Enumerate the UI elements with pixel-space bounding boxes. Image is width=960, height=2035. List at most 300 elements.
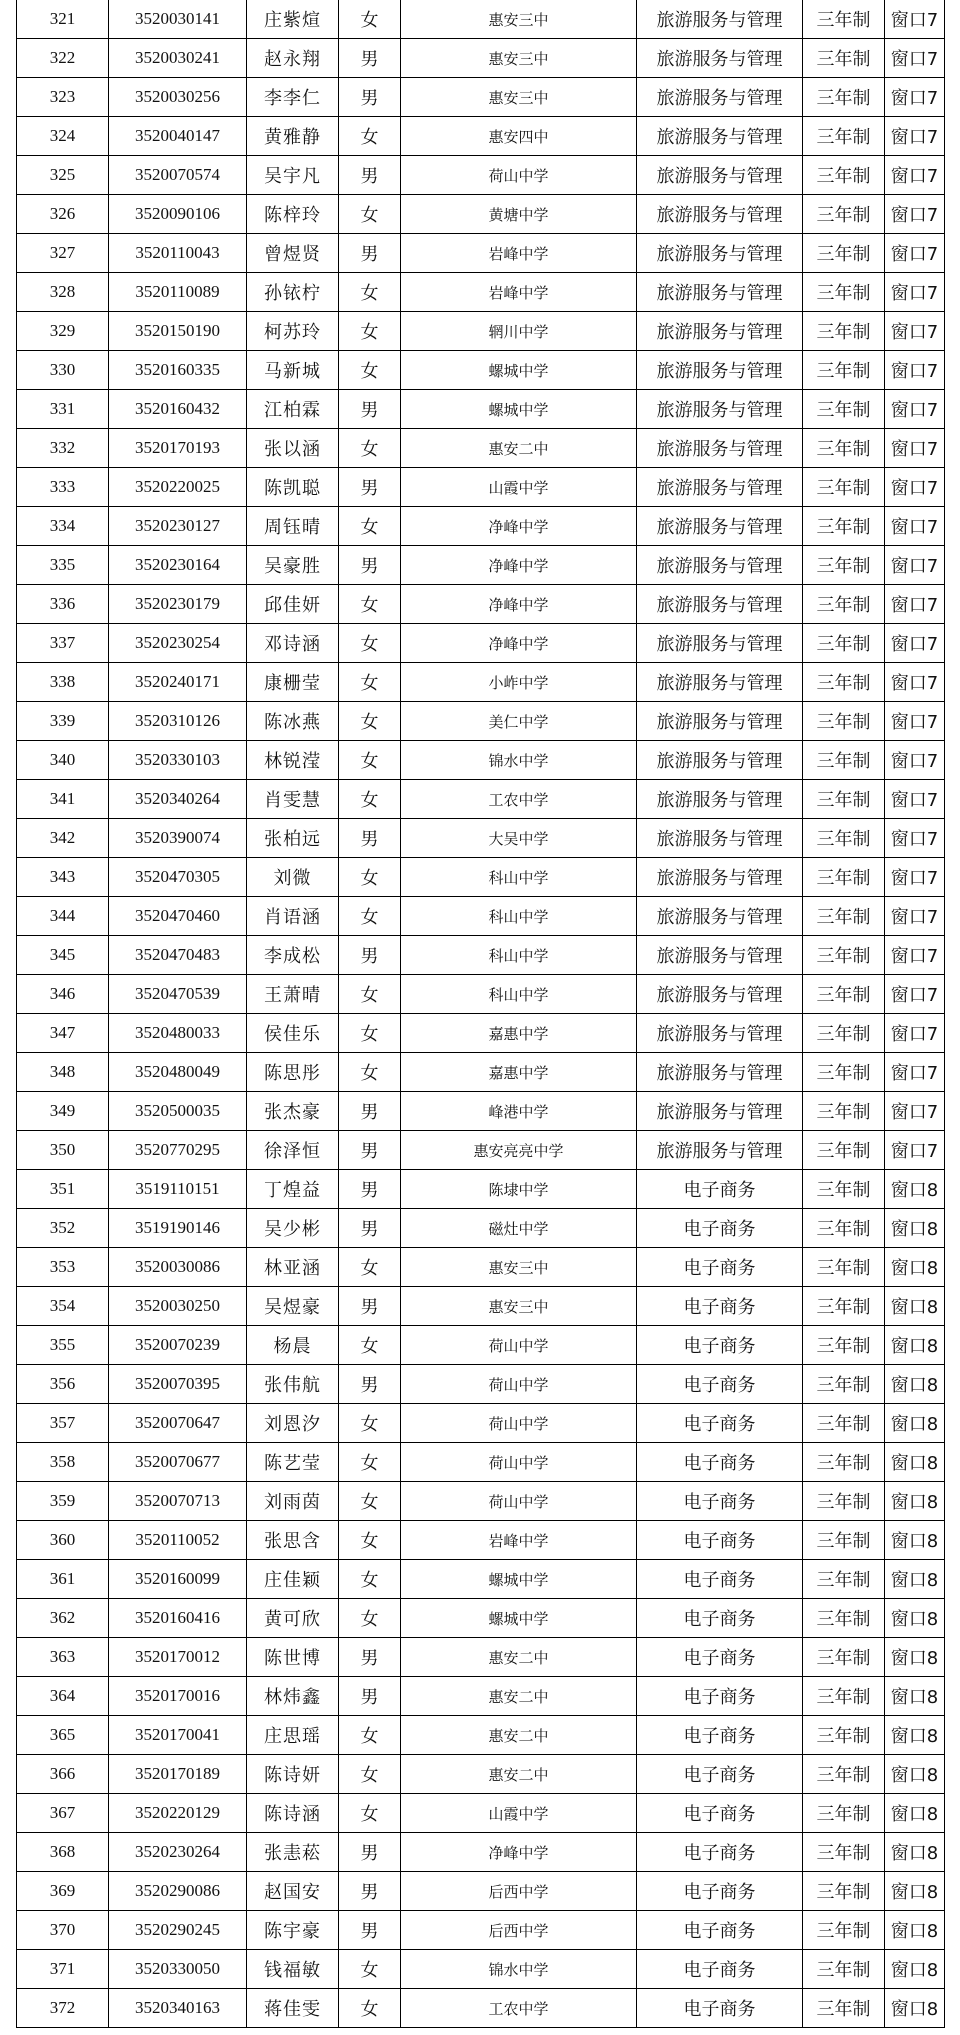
major-cell: 电子商务 — [637, 1677, 803, 1716]
program-length-cell: 三年制 — [803, 1014, 885, 1053]
major-cell: 电子商务 — [637, 1209, 803, 1248]
student-name-cell: 丁煌益 — [247, 1170, 339, 1209]
row-number-cell: 365 — [17, 1716, 109, 1755]
major-cell: 旅游服务与管理 — [637, 312, 803, 351]
school-cell: 螺城中学 — [401, 390, 637, 429]
row-number-cell: 325 — [17, 156, 109, 195]
program-length-cell: 三年制 — [803, 975, 885, 1014]
school-cell: 惠安三中 — [401, 1287, 637, 1326]
table-row — [17, 1638, 945, 1677]
table-row — [17, 195, 945, 234]
gender-cell: 女 — [339, 975, 401, 1014]
program-length-cell: 三年制 — [803, 1131, 885, 1170]
school-cell: 嘉惠中学 — [401, 1053, 637, 1092]
major-cell: 电子商务 — [637, 1443, 803, 1482]
program-length-cell: 三年制 — [803, 780, 885, 819]
program-length-cell: 三年制 — [803, 78, 885, 117]
major-cell: 电子商务 — [637, 1794, 803, 1833]
table-row — [17, 1326, 945, 1365]
student-name-cell: 陈艺莹 — [247, 1443, 339, 1482]
major-cell: 旅游服务与管理 — [637, 39, 803, 78]
window-cell: 窗口8 — [885, 1950, 945, 1989]
row-number-cell: 332 — [17, 429, 109, 468]
student-name-cell: 周钰晴 — [247, 507, 339, 546]
row-number-cell: 354 — [17, 1287, 109, 1326]
exam-id-cell: 3520070395 — [109, 1365, 247, 1404]
row-number-cell: 350 — [17, 1131, 109, 1170]
row-number-cell: 352 — [17, 1209, 109, 1248]
row-number-cell: 359 — [17, 1482, 109, 1521]
major-cell: 旅游服务与管理 — [637, 351, 803, 390]
program-length-cell: 三年制 — [803, 897, 885, 936]
gender-cell: 男 — [339, 819, 401, 858]
student-name-cell: 蒋佳雯 — [247, 1989, 339, 2028]
row-number-cell: 334 — [17, 507, 109, 546]
table-row — [17, 1794, 945, 1833]
school-cell: 惠安三中 — [401, 78, 637, 117]
table-row — [17, 663, 945, 702]
row-number-cell: 321 — [17, 0, 109, 39]
major-cell: 旅游服务与管理 — [637, 1053, 803, 1092]
table-row — [17, 585, 945, 624]
exam-id-cell: 3520070239 — [109, 1326, 247, 1365]
major-cell: 电子商务 — [637, 1521, 803, 1560]
table-row — [17, 1248, 945, 1287]
program-length-cell: 三年制 — [803, 312, 885, 351]
table-row — [17, 1521, 945, 1560]
major-cell: 旅游服务与管理 — [637, 156, 803, 195]
school-cell: 工农中学 — [401, 780, 637, 819]
row-number-cell: 355 — [17, 1326, 109, 1365]
school-cell: 螺城中学 — [401, 1560, 637, 1599]
exam-id-cell: 3520330103 — [109, 741, 247, 780]
school-cell: 惠安三中 — [401, 0, 637, 39]
program-length-cell: 三年制 — [803, 546, 885, 585]
table-row — [17, 1365, 945, 1404]
school-cell: 荷山中学 — [401, 1326, 637, 1365]
exam-id-cell: 3520070574 — [109, 156, 247, 195]
exam-id-cell: 3520160335 — [109, 351, 247, 390]
window-cell: 窗口8 — [885, 1911, 945, 1950]
exam-id-cell: 3520470483 — [109, 936, 247, 975]
exam-id-cell: 3520160099 — [109, 1560, 247, 1599]
gender-cell: 女 — [339, 585, 401, 624]
exam-id-cell: 3520230179 — [109, 585, 247, 624]
exam-id-cell: 3520110043 — [109, 234, 247, 273]
exam-id-cell: 3520110052 — [109, 1521, 247, 1560]
student-name-cell: 陈诗涵 — [247, 1794, 339, 1833]
student-name-cell: 陈凯聪 — [247, 468, 339, 507]
student-name-cell: 江柏霖 — [247, 390, 339, 429]
window-cell: 窗口7 — [885, 39, 945, 78]
table-row — [17, 1599, 945, 1638]
row-number-cell: 358 — [17, 1443, 109, 1482]
gender-cell: 女 — [339, 1404, 401, 1443]
school-cell: 峰港中学 — [401, 1092, 637, 1131]
window-cell: 窗口8 — [885, 1677, 945, 1716]
table-row — [17, 1716, 945, 1755]
row-number-cell: 348 — [17, 1053, 109, 1092]
roster-body — [17, 0, 945, 2028]
row-number-cell: 327 — [17, 234, 109, 273]
window-cell: 窗口7 — [885, 507, 945, 546]
table-row — [17, 117, 945, 156]
gender-cell: 男 — [339, 936, 401, 975]
program-length-cell: 三年制 — [803, 468, 885, 507]
gender-cell: 女 — [339, 1053, 401, 1092]
window-cell: 窗口7 — [885, 546, 945, 585]
exam-id-cell: 3520240171 — [109, 663, 247, 702]
program-length-cell: 三年制 — [803, 1209, 885, 1248]
program-length-cell: 三年制 — [803, 624, 885, 663]
row-number-cell: 323 — [17, 78, 109, 117]
window-cell: 窗口7 — [885, 0, 945, 39]
exam-id-cell: 3520310126 — [109, 702, 247, 741]
exam-id-cell: 3520030241 — [109, 39, 247, 78]
row-number-cell: 351 — [17, 1170, 109, 1209]
gender-cell: 女 — [339, 1560, 401, 1599]
window-cell: 窗口8 — [885, 1170, 945, 1209]
program-length-cell: 三年制 — [803, 1833, 885, 1872]
major-cell: 电子商务 — [637, 1989, 803, 2028]
table-row — [17, 1911, 945, 1950]
exam-id-cell: 3520040147 — [109, 117, 247, 156]
window-cell: 窗口7 — [885, 585, 945, 624]
gender-cell: 男 — [339, 390, 401, 429]
table-row — [17, 1677, 945, 1716]
exam-id-cell: 3520070713 — [109, 1482, 247, 1521]
student-name-cell: 张以涵 — [247, 429, 339, 468]
gender-cell: 男 — [339, 1833, 401, 1872]
school-cell: 岩峰中学 — [401, 273, 637, 312]
school-cell: 嘉惠中学 — [401, 1014, 637, 1053]
row-number-cell: 363 — [17, 1638, 109, 1677]
program-length-cell: 三年制 — [803, 1326, 885, 1365]
window-cell: 窗口7 — [885, 858, 945, 897]
row-number-cell: 366 — [17, 1755, 109, 1794]
window-cell: 窗口7 — [885, 78, 945, 117]
major-cell: 电子商务 — [637, 1599, 803, 1638]
program-length-cell: 三年制 — [803, 1560, 885, 1599]
exam-id-cell: 3520330050 — [109, 1950, 247, 1989]
school-cell: 后西中学 — [401, 1872, 637, 1911]
table-row — [17, 1833, 945, 1872]
program-length-cell: 三年制 — [803, 390, 885, 429]
gender-cell: 男 — [339, 1638, 401, 1677]
window-cell: 窗口8 — [885, 1833, 945, 1872]
window-cell: 窗口7 — [885, 468, 945, 507]
gender-cell: 女 — [339, 1482, 401, 1521]
window-cell: 窗口8 — [885, 1209, 945, 1248]
window-cell: 窗口8 — [885, 1872, 945, 1911]
gender-cell: 男 — [339, 78, 401, 117]
gender-cell: 女 — [339, 117, 401, 156]
exam-id-cell: 3520150190 — [109, 312, 247, 351]
school-cell: 山霞中学 — [401, 468, 637, 507]
school-cell: 岩峰中学 — [401, 1521, 637, 1560]
program-length-cell: 三年制 — [803, 663, 885, 702]
student-name-cell: 刘恩汐 — [247, 1404, 339, 1443]
exam-id-cell: 3519190146 — [109, 1209, 247, 1248]
window-cell: 窗口8 — [885, 1443, 945, 1482]
exam-id-cell: 3520340163 — [109, 1989, 247, 2028]
window-cell: 窗口8 — [885, 1716, 945, 1755]
row-number-cell: 335 — [17, 546, 109, 585]
row-number-cell: 344 — [17, 897, 109, 936]
student-name-cell: 吴煜豪 — [247, 1287, 339, 1326]
window-cell: 窗口7 — [885, 780, 945, 819]
school-cell: 工农中学 — [401, 1989, 637, 2028]
school-cell: 荷山中学 — [401, 156, 637, 195]
gender-cell: 女 — [339, 1248, 401, 1287]
window-cell: 窗口8 — [885, 1599, 945, 1638]
school-cell: 净峰中学 — [401, 546, 637, 585]
table-row — [17, 1560, 945, 1599]
student-name-cell: 林炜鑫 — [247, 1677, 339, 1716]
window-cell: 窗口7 — [885, 936, 945, 975]
gender-cell: 女 — [339, 1443, 401, 1482]
table-row — [17, 624, 945, 663]
row-number-cell: 353 — [17, 1248, 109, 1287]
window-cell: 窗口7 — [885, 1053, 945, 1092]
row-number-cell: 362 — [17, 1599, 109, 1638]
program-length-cell: 三年制 — [803, 507, 885, 546]
student-name-cell: 刘微 — [247, 858, 339, 897]
student-name-cell: 陈思彤 — [247, 1053, 339, 1092]
major-cell: 旅游服务与管理 — [637, 663, 803, 702]
major-cell: 旅游服务与管理 — [637, 936, 803, 975]
row-number-cell: 356 — [17, 1365, 109, 1404]
exam-id-cell: 3520480033 — [109, 1014, 247, 1053]
school-cell: 荷山中学 — [401, 1365, 637, 1404]
gender-cell: 女 — [339, 273, 401, 312]
table-row — [17, 1131, 945, 1170]
major-cell: 旅游服务与管理 — [637, 468, 803, 507]
table-row — [17, 1014, 945, 1053]
student-name-cell: 孙铱柠 — [247, 273, 339, 312]
school-cell: 小岞中学 — [401, 663, 637, 702]
program-length-cell: 三年制 — [803, 1677, 885, 1716]
exam-id-cell: 3520070677 — [109, 1443, 247, 1482]
student-name-cell: 陈梓玲 — [247, 195, 339, 234]
major-cell: 旅游服务与管理 — [637, 1092, 803, 1131]
school-cell: 净峰中学 — [401, 1833, 637, 1872]
window-cell: 窗口7 — [885, 663, 945, 702]
table-row — [17, 468, 945, 507]
gender-cell: 男 — [339, 468, 401, 507]
major-cell: 旅游服务与管理 — [637, 1014, 803, 1053]
table-row — [17, 1053, 945, 1092]
row-number-cell: 372 — [17, 1989, 109, 2028]
gender-cell: 女 — [339, 663, 401, 702]
table-row — [17, 780, 945, 819]
major-cell: 旅游服务与管理 — [637, 429, 803, 468]
major-cell: 电子商务 — [637, 1287, 803, 1326]
gender-cell: 男 — [339, 546, 401, 585]
student-name-cell: 林锐滢 — [247, 741, 339, 780]
major-cell: 旅游服务与管理 — [637, 702, 803, 741]
window-cell: 窗口7 — [885, 117, 945, 156]
row-number-cell: 337 — [17, 624, 109, 663]
row-number-cell: 346 — [17, 975, 109, 1014]
window-cell: 窗口7 — [885, 273, 945, 312]
program-length-cell: 三年制 — [803, 1794, 885, 1833]
student-name-cell: 王萧晴 — [247, 975, 339, 1014]
gender-cell: 男 — [339, 1677, 401, 1716]
table-row — [17, 819, 945, 858]
row-number-cell: 367 — [17, 1794, 109, 1833]
school-cell: 惠安二中 — [401, 1638, 637, 1677]
school-cell: 锦水中学 — [401, 741, 637, 780]
student-name-cell: 黄雅静 — [247, 117, 339, 156]
window-cell: 窗口7 — [885, 234, 945, 273]
row-number-cell: 370 — [17, 1911, 109, 1950]
table-row — [17, 1209, 945, 1248]
major-cell: 旅游服务与管理 — [637, 897, 803, 936]
table-row — [17, 897, 945, 936]
gender-cell: 男 — [339, 1170, 401, 1209]
gender-cell: 男 — [339, 156, 401, 195]
program-length-cell: 三年制 — [803, 1482, 885, 1521]
student-name-cell: 吴宇凡 — [247, 156, 339, 195]
window-cell: 窗口7 — [885, 624, 945, 663]
exam-id-cell: 3520230127 — [109, 507, 247, 546]
student-name-cell: 肖雯慧 — [247, 780, 339, 819]
exam-id-cell: 3520290245 — [109, 1911, 247, 1950]
table-row — [17, 1872, 945, 1911]
window-cell: 窗口7 — [885, 429, 945, 468]
student-name-cell: 陈世博 — [247, 1638, 339, 1677]
major-cell: 旅游服务与管理 — [637, 585, 803, 624]
gender-cell: 女 — [339, 195, 401, 234]
school-cell: 净峰中学 — [401, 624, 637, 663]
major-cell: 旅游服务与管理 — [637, 741, 803, 780]
major-cell: 旅游服务与管理 — [637, 0, 803, 39]
gender-cell: 女 — [339, 0, 401, 39]
school-cell: 科山中学 — [401, 936, 637, 975]
window-cell: 窗口7 — [885, 897, 945, 936]
school-cell: 荷山中学 — [401, 1443, 637, 1482]
student-name-cell: 吴豪胜 — [247, 546, 339, 585]
exam-id-cell: 3520160432 — [109, 390, 247, 429]
table-row — [17, 1950, 945, 1989]
table-row — [17, 507, 945, 546]
exam-id-cell: 3520170193 — [109, 429, 247, 468]
school-cell: 荷山中学 — [401, 1482, 637, 1521]
student-name-cell: 张恚菘 — [247, 1833, 339, 1872]
window-cell: 窗口7 — [885, 702, 945, 741]
student-name-cell: 邱佳妍 — [247, 585, 339, 624]
school-cell: 惠安二中 — [401, 1716, 637, 1755]
student-name-cell: 柯苏玲 — [247, 312, 339, 351]
student-name-cell: 赵永翔 — [247, 39, 339, 78]
major-cell: 旅游服务与管理 — [637, 507, 803, 546]
major-cell: 电子商务 — [637, 1833, 803, 1872]
student-name-cell: 吴少彬 — [247, 1209, 339, 1248]
row-number-cell: 336 — [17, 585, 109, 624]
school-cell: 惠安二中 — [401, 1755, 637, 1794]
student-name-cell: 李成松 — [247, 936, 339, 975]
table-row — [17, 312, 945, 351]
major-cell: 旅游服务与管理 — [637, 117, 803, 156]
row-number-cell: 345 — [17, 936, 109, 975]
program-length-cell: 三年制 — [803, 702, 885, 741]
exam-id-cell: 3520030256 — [109, 78, 247, 117]
row-number-cell: 329 — [17, 312, 109, 351]
gender-cell: 女 — [339, 1794, 401, 1833]
major-cell: 电子商务 — [637, 1638, 803, 1677]
student-name-cell: 徐泽恒 — [247, 1131, 339, 1170]
program-length-cell: 三年制 — [803, 1248, 885, 1287]
student-name-cell: 杨晨 — [247, 1326, 339, 1365]
program-length-cell: 三年制 — [803, 273, 885, 312]
row-number-cell: 368 — [17, 1833, 109, 1872]
row-number-cell: 326 — [17, 195, 109, 234]
program-length-cell: 三年制 — [803, 936, 885, 975]
program-length-cell: 三年制 — [803, 195, 885, 234]
gender-cell: 女 — [339, 312, 401, 351]
window-cell: 窗口7 — [885, 195, 945, 234]
major-cell: 旅游服务与管理 — [637, 624, 803, 663]
table-row — [17, 858, 945, 897]
major-cell: 电子商务 — [637, 1872, 803, 1911]
student-name-cell: 庄紫煊 — [247, 0, 339, 39]
window-cell: 窗口7 — [885, 1131, 945, 1170]
window-cell: 窗口8 — [885, 1638, 945, 1677]
table-row — [17, 702, 945, 741]
school-cell: 后西中学 — [401, 1911, 637, 1950]
row-number-cell: 324 — [17, 117, 109, 156]
exam-id-cell: 3520170016 — [109, 1677, 247, 1716]
student-name-cell: 邓诗涵 — [247, 624, 339, 663]
row-number-cell: 338 — [17, 663, 109, 702]
table-row — [17, 273, 945, 312]
window-cell: 窗口7 — [885, 312, 945, 351]
gender-cell: 男 — [339, 1287, 401, 1326]
program-length-cell: 三年制 — [803, 858, 885, 897]
exam-id-cell: 3520170041 — [109, 1716, 247, 1755]
exam-id-cell: 3520500035 — [109, 1092, 247, 1131]
gender-cell: 女 — [339, 1599, 401, 1638]
school-cell: 科山中学 — [401, 897, 637, 936]
program-length-cell: 三年制 — [803, 1170, 885, 1209]
gender-cell: 女 — [339, 741, 401, 780]
window-cell: 窗口7 — [885, 1092, 945, 1131]
student-name-cell: 张柏远 — [247, 819, 339, 858]
program-length-cell: 三年制 — [803, 1716, 885, 1755]
window-cell: 窗口8 — [885, 1794, 945, 1833]
student-name-cell: 钱福敏 — [247, 1950, 339, 1989]
major-cell: 电子商务 — [637, 1326, 803, 1365]
table-row — [17, 390, 945, 429]
program-length-cell: 三年制 — [803, 429, 885, 468]
table-row — [17, 1092, 945, 1131]
row-number-cell: 347 — [17, 1014, 109, 1053]
table-row — [17, 234, 945, 273]
school-cell: 黄塘中学 — [401, 195, 637, 234]
major-cell: 电子商务 — [637, 1404, 803, 1443]
table-row — [17, 351, 945, 390]
major-cell: 旅游服务与管理 — [637, 390, 803, 429]
gender-cell: 女 — [339, 858, 401, 897]
table-row — [17, 741, 945, 780]
program-length-cell: 三年制 — [803, 1287, 885, 1326]
table-row — [17, 1989, 945, 2028]
row-number-cell: 322 — [17, 39, 109, 78]
program-length-cell: 三年制 — [803, 1755, 885, 1794]
exam-id-cell: 3520480049 — [109, 1053, 247, 1092]
table-row — [17, 1170, 945, 1209]
